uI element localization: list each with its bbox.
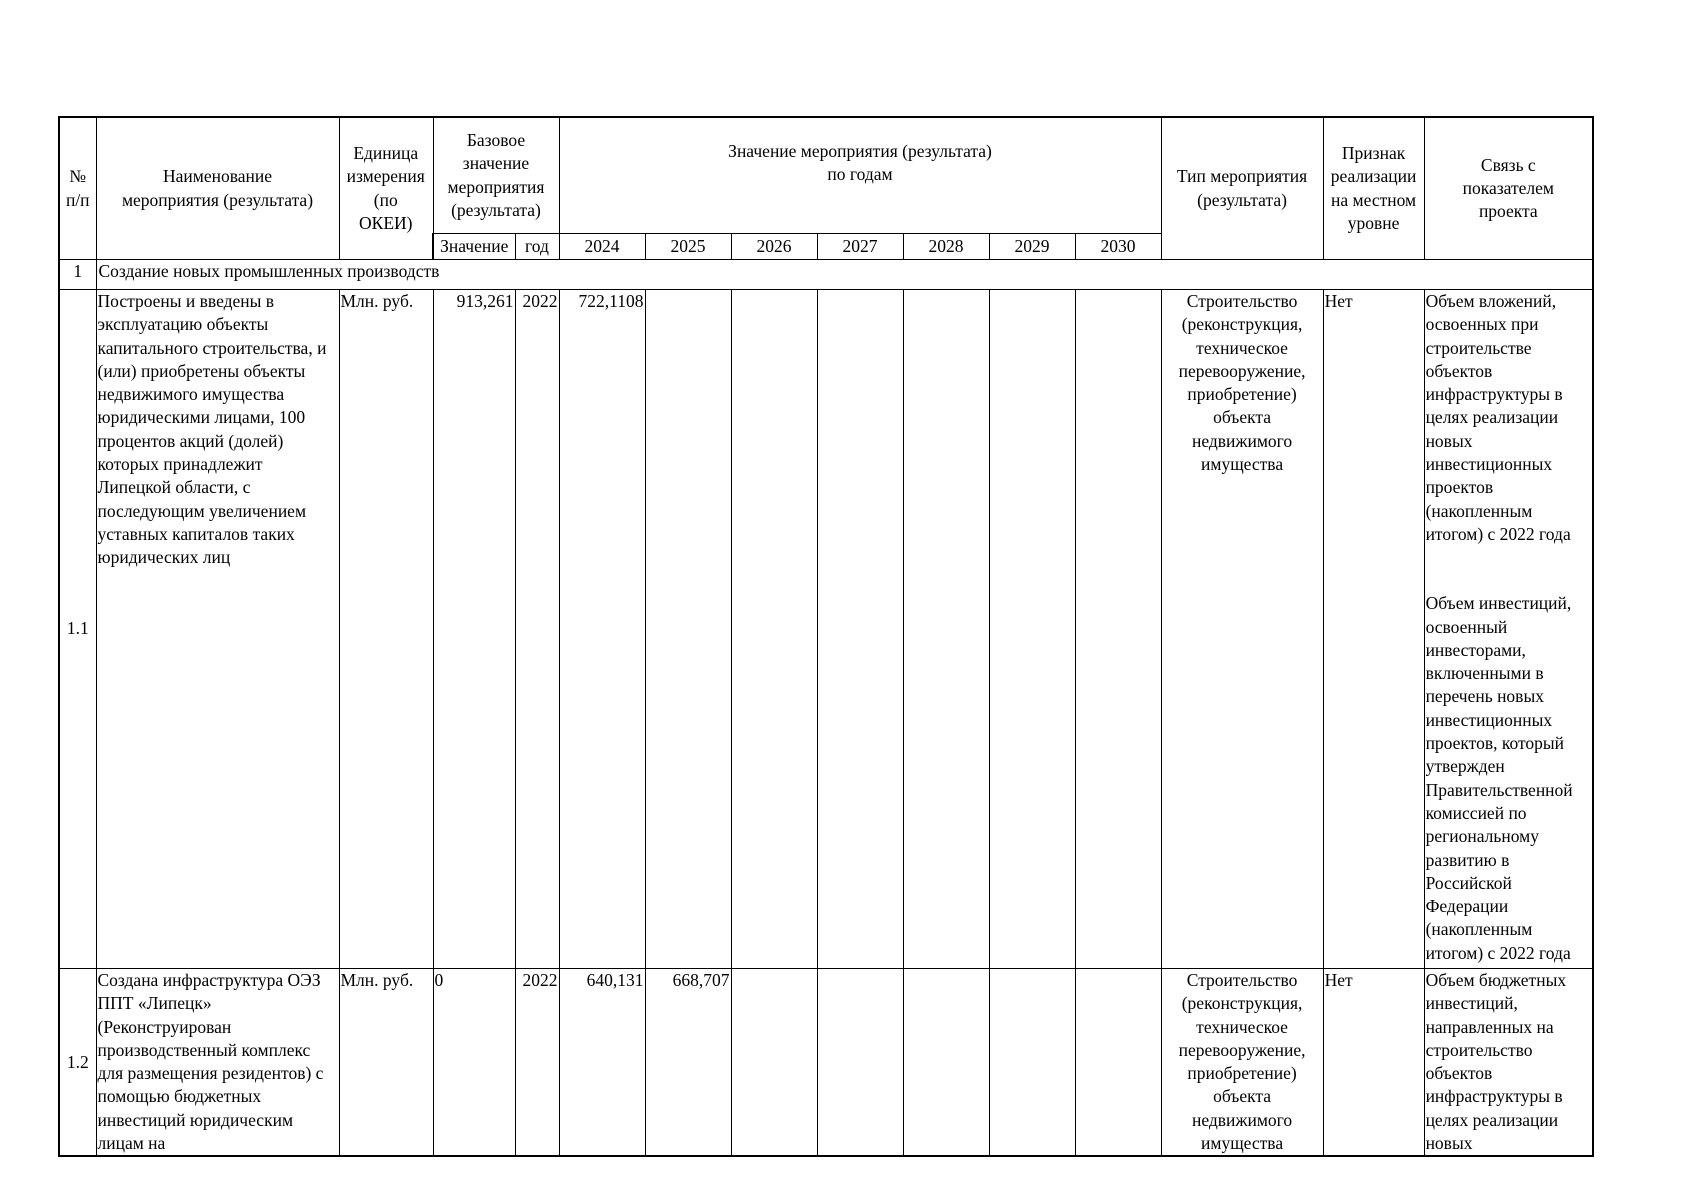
row-local: Нет (1323, 969, 1424, 1157)
header-name: Наименование мероприятия (результата) (96, 117, 339, 260)
row-link-1: Объем бюджетных инвестиций, направленных на строительство объектов инфраструктуры в целях реализации новых (1425, 970, 1567, 1154)
row-value-2025: 668,707 (645, 969, 731, 1157)
table-row (59, 290, 1593, 969)
row-name: Построены и введены в эксплуатацию объекты капитального строительства, и (или) приобретены объекты недвижимого имущества юридическими лицами, 100 процентов акций (долей) которых принадлежит Липецкой области, с последующим увеличением уставных капиталов таких юридических лиц (96, 290, 339, 969)
header-year-2024: 2024 (559, 234, 645, 260)
row-link-2: Объем инвестиций, освоенный инвесторами, включенными в перечень новых инвестиционных проектов, который утвержден Правительственной комиссией по региональному развитию в Российской Федерации (накопленным итогом) с 2022 года (1425, 593, 1573, 963)
row-value-2030 (1075, 969, 1161, 1157)
row-base-value: 0 (433, 969, 515, 1157)
header-years-group: Значение мероприятия (результата) по годам (559, 117, 1161, 234)
header-year-2029: 2029 (989, 234, 1075, 260)
section-num: 1 (59, 260, 96, 290)
header-link: Связь с показателем проекта (1424, 117, 1593, 260)
row-value-2027 (817, 290, 903, 969)
header-year-2026: 2026 (731, 234, 817, 260)
row-link-1: Объем вложений, освоенных при строительстве объектов инфраструктуры в целях реализации новых инвестиционных проектов (накопленным итогом) с 2022 года (1425, 291, 1571, 544)
activities-table (58, 116, 1594, 1157)
row-value-2027 (817, 969, 903, 1157)
row-value-2028 (903, 969, 989, 1157)
header-unit: Единица измерения (по ОКЕИ) (339, 117, 433, 260)
row-value-2028 (903, 290, 989, 969)
row-link (1424, 290, 1593, 969)
row-type: Строительство (реконструкция, техническое перевооружение, приобретение) объекта недвижимого имущества (1161, 290, 1323, 969)
row-value-2030 (1075, 290, 1161, 969)
row-base-year: 2022 (515, 969, 559, 1157)
row-link (1424, 969, 1593, 1157)
row-value-2024: 722,1108 (559, 290, 645, 969)
row-num: 1.1 (59, 290, 96, 969)
row-value-2029 (989, 969, 1075, 1157)
row-name: Создана инфраструктура ОЭЗ ППТ «Липецк» (Реконструирован производственный комплекс для размещения резидентов) с помощью бюджетных инвестиций юридическим лицам на (96, 969, 339, 1157)
row-value-2026 (731, 969, 817, 1157)
header-base-value: Значение (433, 234, 515, 260)
row-value-2029 (989, 290, 1075, 969)
table-row (59, 969, 1593, 1157)
header-year-2027: 2027 (817, 234, 903, 260)
header-local: Признак реализации на местном уровне (1323, 117, 1424, 260)
header-num: № п/п (59, 117, 96, 260)
section-title: Создание новых промышленных производств (96, 260, 1593, 290)
header-year-2030: 2030 (1075, 234, 1161, 260)
section-row (59, 260, 1593, 290)
header-base: Базовое значение мероприятия (результата) (433, 117, 559, 234)
row-value-2025 (645, 290, 731, 969)
header-year-2028: 2028 (903, 234, 989, 260)
header-year-2025: 2025 (645, 234, 731, 260)
header-type: Тип мероприятия (результата) (1161, 117, 1323, 260)
row-base-value: 913,261 (433, 290, 515, 969)
row-value-2024: 640,131 (559, 969, 645, 1157)
header-base-year: год (515, 234, 559, 260)
row-num: 1.2 (59, 969, 96, 1157)
row-local: Нет (1323, 290, 1424, 969)
row-unit: Млн. руб. (339, 290, 433, 969)
row-base-year: 2022 (515, 290, 559, 969)
row-unit: Млн. руб. (339, 969, 433, 1157)
row-value-2026 (731, 290, 817, 969)
row-type: Строительство (реконструкция, техническое перевооружение, приобретение) объекта недвижимого имущества (1161, 969, 1323, 1157)
